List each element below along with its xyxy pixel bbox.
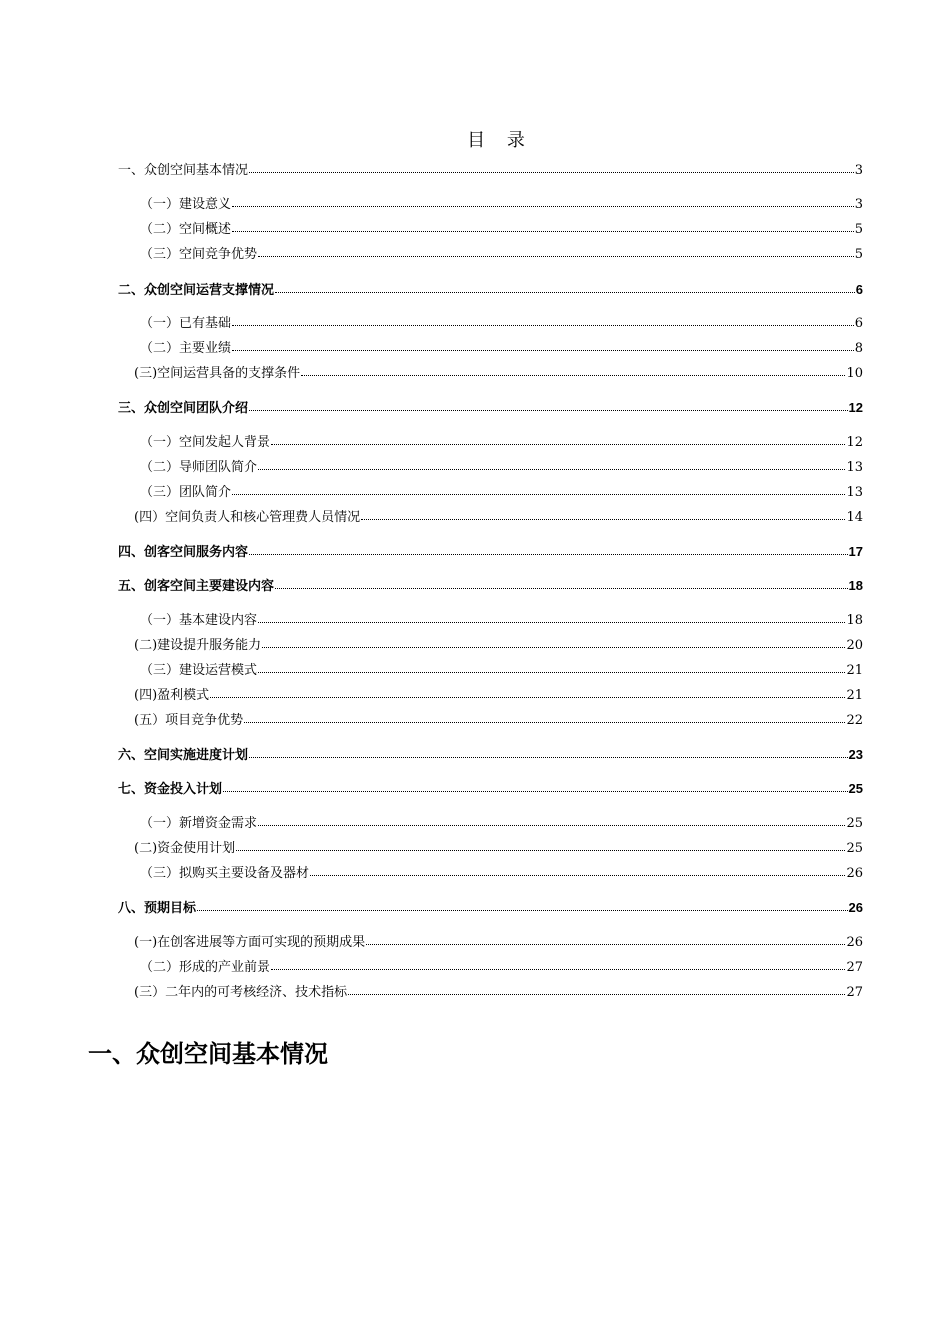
toc-entry-text: (二)建设提升服务能力 (134, 638, 262, 653)
section-heading: 一、众创空间基本情况 (88, 1040, 328, 1068)
toc-entry-section[interactable] (140, 662, 863, 680)
toc-dot-leader (249, 747, 848, 759)
toc-page-number: 5 (854, 247, 863, 262)
toc-entry-chapter[interactable] (118, 780, 863, 798)
toc-entry-text: （二）导师团队简介 (140, 460, 258, 475)
toc-page-number: 13 (846, 460, 863, 475)
toc-dot-leader (223, 781, 848, 793)
toc-page-number: 23 (848, 747, 863, 762)
toc-entry-chapter[interactable] (118, 281, 863, 299)
toc-entry-section[interactable] (140, 815, 863, 833)
toc-page-number: 27 (846, 985, 863, 1000)
toc-entry-chapter[interactable] (118, 899, 863, 917)
toc-page-number: 26 (848, 900, 863, 915)
toc-page-number: 21 (846, 663, 863, 678)
toc-entry-text: （二）形成的产业前景 (140, 960, 271, 975)
toc-page-number: 25 (846, 816, 863, 831)
toc-entry-text: 八、预期目标 (118, 900, 197, 915)
toc-page-number: 8 (854, 341, 863, 356)
toc-entry-text: (一)在创客进展等方面可实现的预期成果 (134, 935, 366, 950)
toc-dot-leader (197, 900, 848, 912)
toc-page-number: 18 (846, 613, 863, 628)
toc-dot-leader (275, 578, 848, 590)
toc-entry-section[interactable] (134, 840, 863, 858)
toc-entry-chapter[interactable] (118, 746, 863, 764)
toc-dot-leader (244, 712, 845, 724)
toc-entry-text: 四、创客空间服务内容 (118, 544, 249, 559)
toc-dot-leader (258, 662, 845, 674)
toc-page-number: 6 (855, 282, 863, 297)
toc-entry-text: (三）二年内的可考核经济、技术指标 (134, 985, 348, 1000)
toc-page-number: 26 (846, 866, 863, 881)
toc-entry-text: 五、创客空间主要建设内容 (118, 578, 275, 593)
toc-entry-section[interactable] (140, 484, 863, 502)
toc-page-number: 13 (846, 485, 863, 500)
toc-page-number: 21 (846, 688, 863, 703)
toc-dot-leader (361, 509, 845, 521)
toc-entry-section[interactable] (140, 221, 863, 239)
toc-dot-leader (236, 840, 845, 852)
toc-entry-section[interactable] (140, 340, 863, 358)
toc-dot-leader (271, 434, 845, 446)
toc-page-number: 10 (846, 366, 863, 381)
toc-entry-text: （一）基本建设内容 (140, 613, 258, 628)
toc-entry-chapter[interactable] (118, 399, 863, 417)
toc-entry-section[interactable] (134, 637, 863, 655)
toc-title: 目 录 (467, 130, 533, 151)
toc-dot-leader (249, 162, 854, 174)
toc-entry-text: 六、空间实施进度计划 (118, 747, 249, 762)
toc-dot-leader (232, 196, 854, 208)
toc-entry-section[interactable] (140, 246, 863, 264)
toc-page-number: 26 (846, 935, 863, 950)
toc-dot-leader (262, 637, 845, 649)
toc-page-number: 14 (846, 510, 863, 525)
toc-dot-leader (258, 246, 854, 258)
toc-page-number: 25 (848, 781, 863, 796)
toc-entry-section[interactable] (134, 509, 863, 527)
toc-entry-section[interactable] (134, 984, 863, 1002)
toc-entry-section[interactable] (134, 687, 863, 705)
toc-dot-leader (301, 365, 845, 377)
toc-dot-leader (210, 687, 845, 699)
toc-page-number: 17 (848, 544, 863, 559)
toc-page-number: 6 (854, 316, 863, 331)
toc-dot-leader (249, 544, 848, 556)
toc-entry-text: （三）团队简介 (140, 485, 232, 500)
toc-entry-text: (二)资金使用计划 (134, 841, 236, 856)
toc-entry-text: 三、众创空间团队介绍 (118, 400, 249, 415)
toc-entry-section[interactable] (140, 459, 863, 477)
toc-entry-text: 七、资金投入计划 (118, 781, 223, 796)
toc-dot-leader (232, 340, 854, 352)
toc-entry-text: （一）新增资金需求 (140, 816, 258, 831)
toc-dot-leader (232, 315, 854, 327)
toc-entry-text: （三）拟购买主要设备及器材 (140, 866, 310, 881)
toc-entry-text: (三)空间运营具备的支撑条件 (134, 366, 301, 381)
toc-page-number: 5 (854, 222, 863, 237)
toc-page-number: 12 (848, 400, 863, 415)
toc-entry-text: (五）项目竞争优势 (134, 713, 244, 728)
toc-page-number: 3 (854, 197, 863, 212)
toc-page-number: 25 (846, 841, 863, 856)
toc-entry-chapter[interactable] (118, 543, 863, 561)
toc-entry-text: （二）空间概述 (140, 222, 232, 237)
toc-entry-section[interactable] (134, 712, 863, 730)
toc-page-number: 18 (848, 578, 863, 593)
toc-entry-text: （二）主要业绩 (140, 341, 232, 356)
toc-entry-text: 二、众创空间运营支撑情况 (118, 282, 275, 297)
toc-dot-leader (258, 815, 845, 827)
toc-entry-section[interactable] (140, 612, 863, 630)
toc-dot-leader (249, 400, 848, 412)
toc-dot-leader (348, 984, 845, 996)
toc-entry-chapter[interactable] (118, 577, 863, 595)
toc-entry-text: 一、众创空间基本情况 (118, 163, 249, 178)
toc-entry-text: （三）建设运营模式 (140, 663, 258, 678)
toc-entry-text: （三）空间竞争优势 (140, 247, 258, 262)
toc-entry-text: (四)盈利模式 (134, 688, 210, 703)
toc-entry-text: （一）空间发起人背景 (140, 435, 271, 450)
toc-dot-leader (258, 612, 845, 624)
toc-page-number: 22 (846, 713, 863, 728)
toc-dot-leader (275, 282, 855, 294)
toc-dot-leader (310, 865, 845, 877)
toc-entry-chapter[interactable] (118, 162, 863, 180)
toc-entry-section[interactable] (140, 865, 863, 883)
toc-entry-text: (四）空间负责人和核心管理费人员情况 (134, 510, 361, 525)
toc-entry-text: （一）建设意义 (140, 197, 232, 212)
toc-entry-section[interactable] (140, 315, 863, 333)
toc-entry-section[interactable] (134, 365, 863, 383)
toc-page-number: 3 (854, 163, 863, 178)
toc-entry-section[interactable] (134, 934, 863, 952)
toc-dot-leader (258, 459, 845, 471)
toc-entry-text: （一）已有基础 (140, 316, 232, 331)
toc-page-number: 12 (846, 435, 863, 450)
toc-entry-section[interactable] (140, 959, 863, 977)
toc-page-number: 20 (846, 638, 863, 653)
toc-dot-leader (366, 934, 845, 946)
toc-entry-section[interactable] (140, 196, 863, 214)
toc-dot-leader (271, 959, 845, 971)
toc-page-number: 27 (846, 960, 863, 975)
toc-entry-section[interactable] (140, 434, 863, 452)
toc-dot-leader (232, 221, 854, 233)
toc-dot-leader (232, 484, 845, 496)
